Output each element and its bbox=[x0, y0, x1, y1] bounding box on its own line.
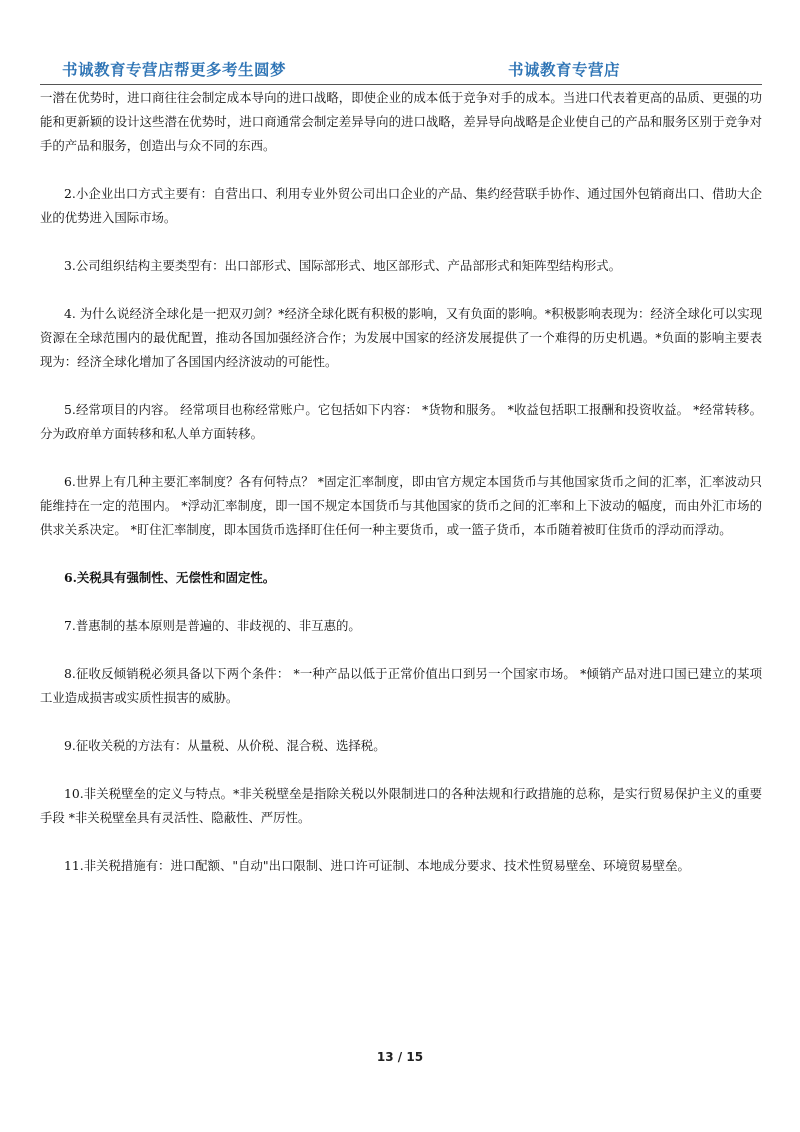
paragraph-item-8: 8.征收反倾销税必须具备以下两个条件： *一种产品以低于正常价值出口到另一个国家市场。 *倾销产品对进口国已建立的某项工业造成损害或实质性损害的威胁。 bbox=[40, 666, 762, 705]
header-shop-slogan: 书诚教育专营店帮更多考生圆梦 bbox=[62, 61, 287, 79]
paragraph-item-7: 7.普惠制的基本原则是普遍的、非歧视的、非互惠的。 bbox=[64, 618, 361, 633]
paragraph-item-10: 10.非关税壁垒的定义与特点。*非关税壁垒是指除关税以外限制进口的各种法规和行政措施的总称，是实行贸易保护主义的重要手段 *非关税壁垒具有灵活性、隐蔽性、严厉性。 bbox=[40, 786, 762, 825]
paragraph-item-6: 6.世界上有几种主要汇率制度？各有何特点？ *固定汇率制度，即由官方规定本国货币与其他国家货币之间的汇率，汇率波动只能维持在一定的范围内。 *浮动汇率制度，即一国不规定本国货币与其他国家的货币之间的汇率和上下波动的幅度，而由外汇市场的供求关系决定。 *盯住汇率制度，即本国货币选择盯住任何一种主要货币，或一篮子货币，本币随着被盯住货币的浮动而浮动。 bbox=[40, 474, 762, 537]
page-number: 13 / 15 bbox=[376, 1050, 424, 1064]
paragraph-item-9: 9.征收关税的方法有：从量税、从价税、混合税、选择税。 bbox=[64, 738, 386, 753]
document-body bbox=[40, 86, 762, 878]
paragraph-item-4: 4. 为什么说经济全球化是一把双刃剑？*经济全球化既有积极的影响，又有负面的影响。*积极影响表现为：经济全球化可以实现资源在全球范围内的最优配置，推动各国加强经济合作；为发展中国家的经济发展提供了一个难得的历史机遇。*负面的影响主要表现为：经济全球化增加了各国国内经济波动的可能性。 bbox=[40, 306, 762, 369]
paragraph-item-2: 2.小企业出口方式主要有：自营出口、利用专业外贸公司出口企业的产品、集约经营联手协作、通过国外包销商出口、借助大企业的优势进入国际市场。 bbox=[40, 186, 762, 225]
paragraph-continuation: 一潜在优势时，进口商往往会制定成本导向的进口战略，即使企业的成本低于竞争对手的成本。当进口代表着更高的品质、更强的功能和更新颖的设计这些潜在优势时，进口商通常会制定差异导向的进口战略，差异导向战略是企业使自己的产品和服务区别于竞争对手的产品和服务，创造出与众不同的东西。 bbox=[40, 90, 762, 153]
paragraph-item-5: 5.经常项目的内容。 经常项目也称经常账户。它包括如下内容： *货物和服务。 *收益包括职工报酬和投资收益。 *经常转移。分为政府单方面转移和私人单方面转移。 bbox=[40, 402, 762, 441]
page-header bbox=[40, 52, 762, 85]
header-shop-name: 书诚教育专营店 bbox=[508, 61, 621, 79]
paragraph-item-6-tariff: 6.关税具有强制性、无偿性和固定性。 bbox=[64, 570, 276, 585]
paragraph-item-11: 11.非关税措施有：进口配额、"自动"出口限制、进口许可证制、本地成分要求、技术性贸易壁垒、环境贸易壁垒。 bbox=[64, 858, 690, 873]
paragraph-item-3: 3.公司组织结构主要类型有：出口部形式、国际部形式、地区部形式、产品部形式和矩阵型结构形式。 bbox=[64, 258, 622, 273]
